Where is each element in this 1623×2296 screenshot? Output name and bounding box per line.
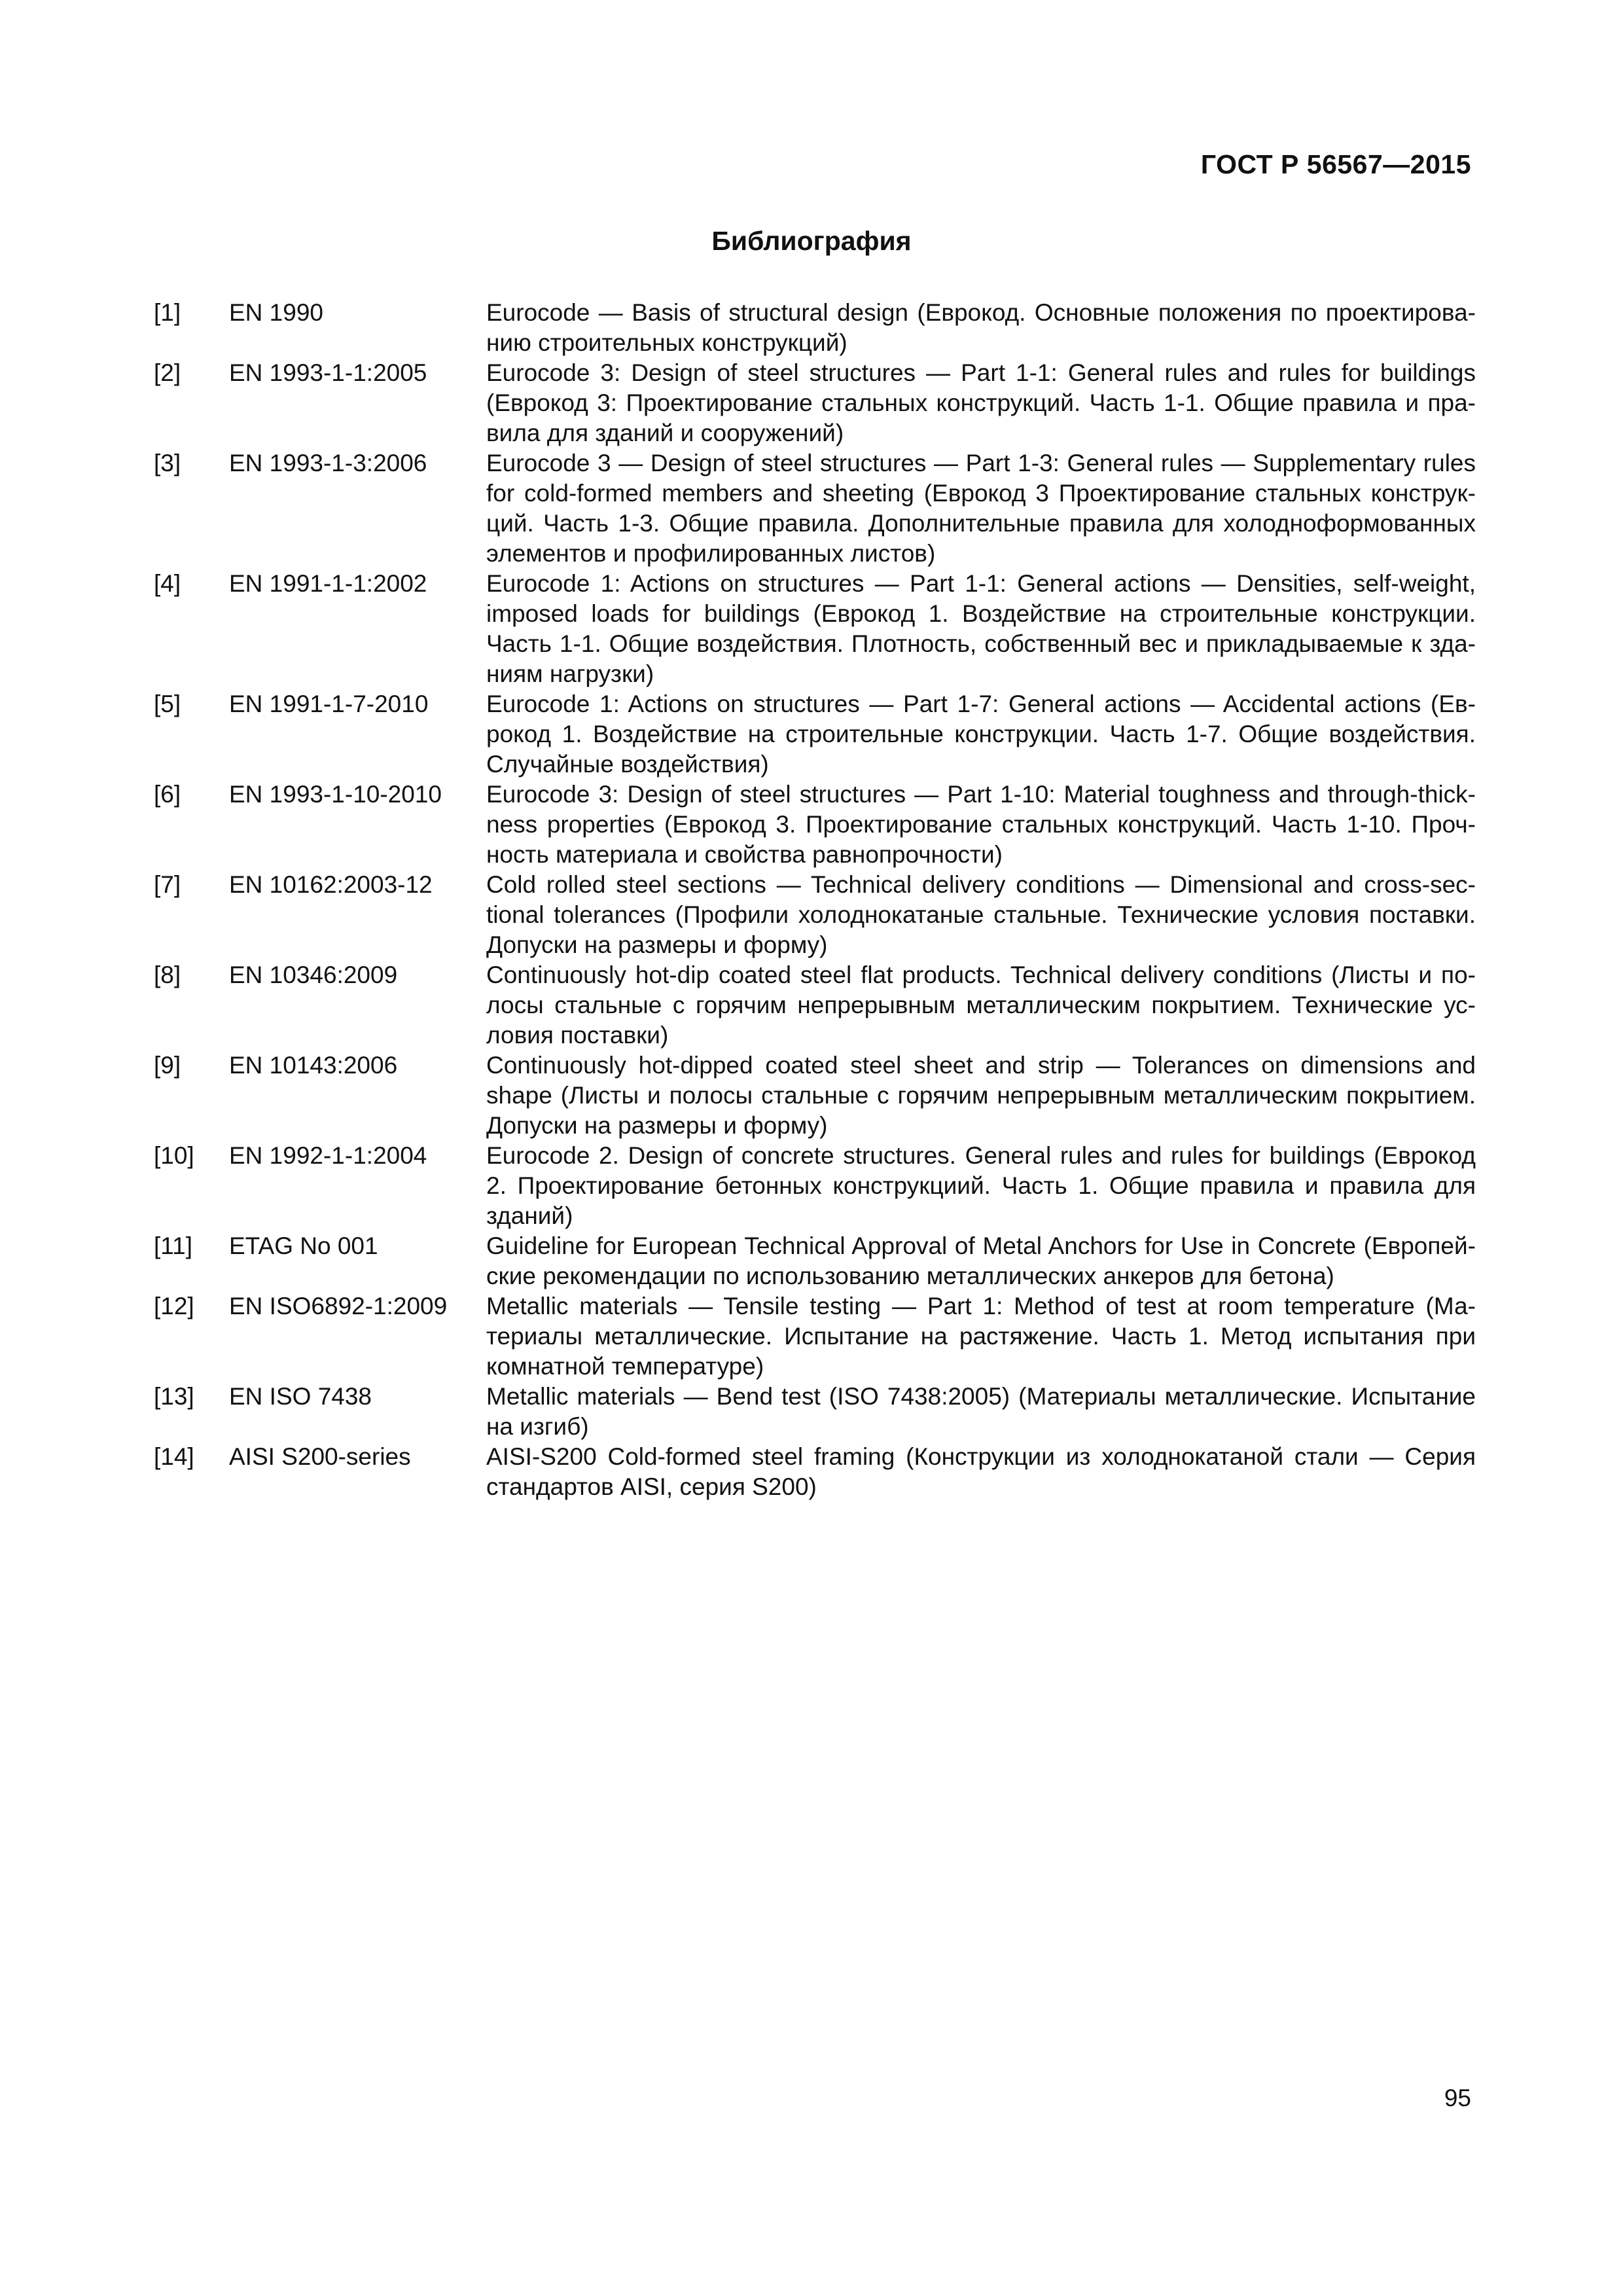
entry-description: Metallic materials — Bend test (ISO 7438:2005) (Материалы металлические. Испытание на изгиб) bbox=[486, 1383, 1476, 1440]
entry-standard-code: EN 1993-1-3:2006 bbox=[229, 450, 427, 476]
section-title: Библиография bbox=[711, 226, 912, 256]
page-number: 95 bbox=[1444, 2085, 1471, 2111]
bibliography-entry bbox=[154, 960, 1476, 1050]
bibliography-entry bbox=[154, 1050, 1476, 1141]
bibliography-list bbox=[154, 298, 1476, 1502]
entry-description: Eurocode — Basis of structural design (Еврокод. Основные положения по проектированию строительных конструкций) bbox=[486, 299, 1476, 356]
entry-standard-code: EN ISO6892-1:2009 bbox=[229, 1293, 448, 1319]
bibliography-entry bbox=[154, 1382, 1476, 1442]
entry-standard-code: EN 1993-1-10-2010 bbox=[229, 781, 442, 808]
entry-description: Guideline for European Technical Approval of Metal Anchors for Use in Concrete (Европейские рекомендации по использованию металлических анкеров для бетона) bbox=[486, 1232, 1476, 1289]
entry-number: [5] bbox=[154, 691, 181, 717]
bibliography-entry bbox=[154, 358, 1476, 448]
entry-number: [11] bbox=[154, 1232, 192, 1259]
entry-description: Continuously hot-dipped coated steel sheet and strip — Tolerances on dimensions and shape (Листы и полосы стальные с горячим непрерывным металлическим покрытием. Допуски на размеры и форму) bbox=[486, 1052, 1476, 1139]
bibliography-entry bbox=[154, 1442, 1476, 1502]
entry-standard-code: EN 1990 bbox=[229, 299, 323, 326]
entry-description: Eurocode 3: Design of steel structures — Part 1-1: General rules and rules for buildings (Еврокод 3: Проектирование стальных конструкций. Часть 1-1. Общие правила и правила для зданий и сооружений) bbox=[486, 359, 1476, 446]
bibliography-entry bbox=[154, 448, 1476, 569]
entry-number: [14] bbox=[154, 1443, 194, 1470]
entry-standard-code: EN 10162:2003-12 bbox=[229, 871, 433, 898]
entry-number: [12] bbox=[154, 1293, 194, 1319]
entry-description: Eurocode 1: Actions on structures — Part 1-7: General actions — Accidental actions (Еврокод 1. Воздействие на строительные конструкции. Часть 1-7. Общие воздействия. Случайные воздействия) bbox=[486, 691, 1476, 778]
entry-number: [10] bbox=[154, 1142, 194, 1169]
entry-standard-code: EN 1993-1-1:2005 bbox=[229, 359, 427, 386]
entry-description: Cold rolled steel sections — Technical delivery conditions — Dimensional and cross-sectional tolerances (Профили холоднокатаные стальные. Технические условия поставки. Допуски на размеры и форму) bbox=[486, 871, 1476, 958]
entry-description: Eurocode 1: Actions on structures — Part 1-1: General actions — Densities, self-weight, imposed loads for buildings (Еврокод 1. Воздействие на строительные конструкции. Часть 1-1. Общие воздействия. Плотность, собственный вес и прикладываемые к зданиям нагрузки) bbox=[486, 570, 1476, 687]
entry-description: Eurocode 3: Design of steel structures — Part 1-10: Material toughness and through-thickness properties (Еврокод 3. Проектирование стальных конструкций. Часть 1-10. Прочность материала и свойства равнопрочности) bbox=[486, 781, 1476, 868]
bibliography-entry bbox=[154, 1231, 1476, 1291]
entry-description: Eurocode 2. Design of concrete structures. General rules and rules for buildings (Еврокод 2. Проектирование бетонных конструкциий. Часть 1. Общие правила и правила для зданий) bbox=[486, 1142, 1476, 1229]
bibliography-entry bbox=[154, 569, 1476, 689]
entry-number: [2] bbox=[154, 359, 181, 386]
entry-description: Eurocode 3 — Design of steel structures — Part 1-3: General rules — Supplementary rules for cold-formed members and sheeting (Еврокод 3 Проектирование стальных конструкций. Часть 1-3. Общие правила. Дополнительные правила для холодноформованных элементов и профилированных листов) bbox=[486, 450, 1476, 567]
entry-description: Metallic materials — Tensile testing — Part 1: Method of test at room temperature (Материалы металлические. Испытание на растяжение. Часть 1. Метод испытания при комнатной температуре) bbox=[486, 1293, 1476, 1380]
bibliography-entry bbox=[154, 298, 1476, 358]
bibliography-entry bbox=[154, 689, 1476, 780]
entry-number: [3] bbox=[154, 450, 181, 476]
entry-number: [8] bbox=[154, 961, 181, 988]
entry-number: [7] bbox=[154, 871, 181, 898]
entry-standard-code: ETAG No 001 bbox=[229, 1232, 378, 1259]
entry-description: Continuously hot-dip coated steel flat products. Technical delivery conditions (Листы и полосы стальные с горячим непрерывным металлическим покрытием. Технические условия поставки) bbox=[486, 961, 1476, 1049]
entry-standard-code: EN 1992-1-1:2004 bbox=[229, 1142, 427, 1169]
bibliography-entry bbox=[154, 870, 1476, 960]
entry-number: [4] bbox=[154, 570, 181, 597]
entry-number: [1] bbox=[154, 299, 181, 326]
bibliography-entry bbox=[154, 1141, 1476, 1231]
entry-standard-code: EN 10143:2006 bbox=[229, 1052, 398, 1079]
bibliography-entry bbox=[154, 780, 1476, 870]
document-code: ГОСТ Р 56567—2015 bbox=[1200, 149, 1471, 179]
entry-number: [13] bbox=[154, 1383, 194, 1410]
entry-number: [9] bbox=[154, 1052, 181, 1079]
bibliography-entry bbox=[154, 1291, 1476, 1382]
entry-standard-code: EN 10346:2009 bbox=[229, 961, 398, 988]
entry-description: AISI-S200 Cold-formed steel framing (Конструкции из холоднокатаной стали — Серия стандартов AISI, серия S200) bbox=[486, 1443, 1476, 1500]
entry-standard-code: EN 1991-1-1:2002 bbox=[229, 570, 427, 597]
entry-number: [6] bbox=[154, 781, 181, 808]
entry-standard-code: AISI S200-series bbox=[229, 1443, 411, 1470]
entry-standard-code: EN 1991-1-7-2010 bbox=[229, 691, 429, 717]
entry-standard-code: EN ISO 7438 bbox=[229, 1383, 372, 1410]
